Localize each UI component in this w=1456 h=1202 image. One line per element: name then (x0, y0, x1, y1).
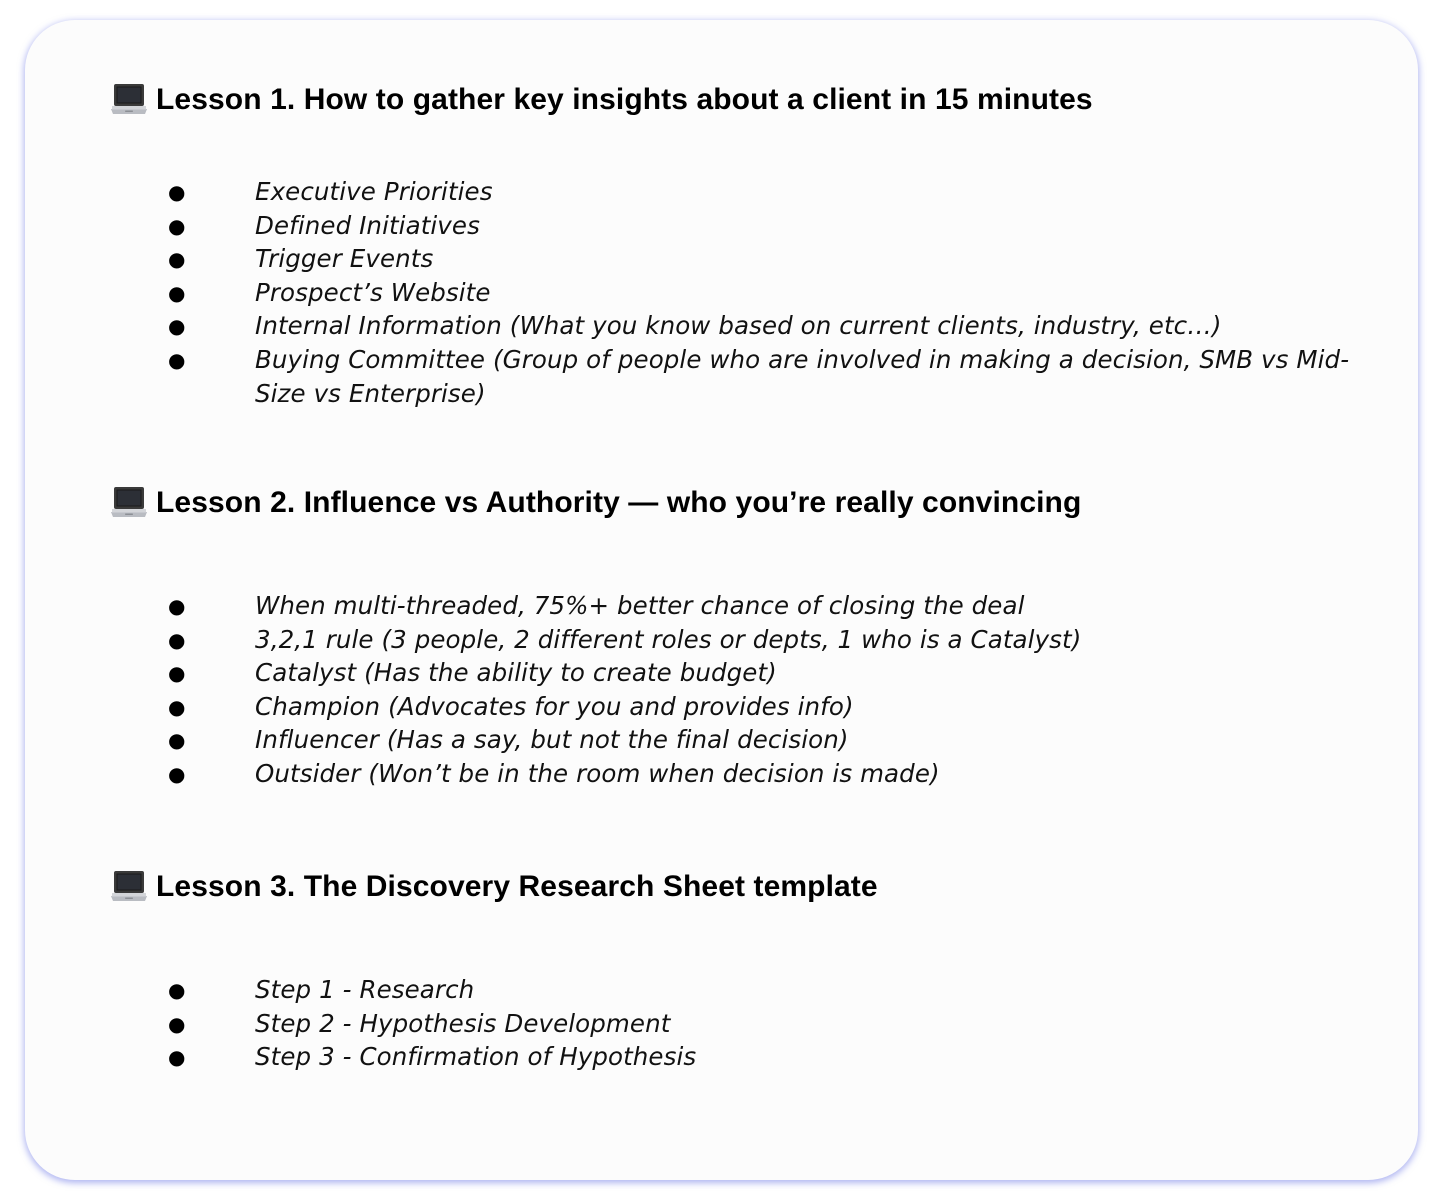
bullet-icon: ● (168, 627, 186, 652)
list-item: ● Buying Committee (Group of people who are involved in making a decision, SMB vs Mid-Size vs Enterprise) (168, 344, 1350, 408)
bullet-icon: ● (168, 978, 186, 1002)
lesson-2-title (110, 483, 1390, 523)
bullet-icon: ● (168, 347, 186, 372)
laptop-icon (110, 82, 148, 118)
list-item: ● 3,2,1 rule (3 people, 2 different roles or depts, 1 who is a Catalyst) (110, 623, 1380, 657)
bullet-icon: ● (168, 594, 186, 618)
list-item: ● Step 2 - Hypothesis Development (110, 1007, 1380, 1041)
lesson-title-text: Lesson 3. The Discovery Research Sheet template (156, 870, 878, 903)
lesson-3-title (110, 867, 1390, 907)
bullet-icon: ● (168, 280, 186, 305)
lesson-3 (110, 867, 1390, 1072)
laptop-icon (110, 869, 148, 905)
list-item: ● When multi-threaded, 75%+ better chance of closing the deal (110, 589, 1380, 623)
lesson-1-title (110, 80, 1390, 120)
lesson-1 (110, 80, 1390, 408)
list-item: ● Influencer (Has a say, but not the final decision) (110, 723, 1380, 757)
lesson-3-list (110, 973, 1380, 1074)
bullet-icon: ● (168, 694, 186, 719)
lesson-2 (110, 483, 1390, 788)
bullet-icon: ● (168, 314, 186, 339)
list-item: ● Outsider (Won’t be in the room when decision is made) (110, 757, 1380, 791)
list-item: ● Executive Priorities (110, 175, 1380, 209)
list-item: ● Prospect’s Website (110, 276, 1380, 310)
list-item: ● Catalyst (Has the ability to create budget) (110, 656, 1380, 690)
list-item: ● Defined Initiatives (110, 209, 1380, 243)
lesson-1-list (110, 175, 1380, 410)
bullet-icon: ● (168, 247, 186, 272)
list-item: ● Step 1 - Research (110, 973, 1380, 1007)
bullet-icon: ● (168, 1011, 186, 1036)
bullet-icon: ● (168, 728, 186, 753)
bullet-icon: ● (168, 761, 186, 786)
laptop-icon (110, 485, 148, 521)
bullet-icon: ● (168, 213, 186, 238)
lesson-title-text: Lesson 1. How to gather key insights about a client in 15 minutes (156, 83, 1093, 116)
list-item: ● Step 3 - Confirmation of Hypothesis (110, 1040, 1380, 1074)
lesson-card (25, 20, 1418, 1180)
lesson-2-list (110, 589, 1380, 791)
bullet-icon: ● (168, 1045, 186, 1070)
bullet-icon: ● (168, 180, 186, 204)
list-item: ● Internal Information (What you know based on current clients, industry, etc…) (110, 309, 1380, 343)
bullet-icon: ● (168, 661, 186, 686)
lesson-title-text: Lesson 2. Influence vs Authority — who you’re really convincing (156, 486, 1082, 519)
list-item: ● Trigger Events (110, 242, 1380, 276)
list-item: ● Champion (Advocates for you and provides info) (110, 690, 1380, 724)
